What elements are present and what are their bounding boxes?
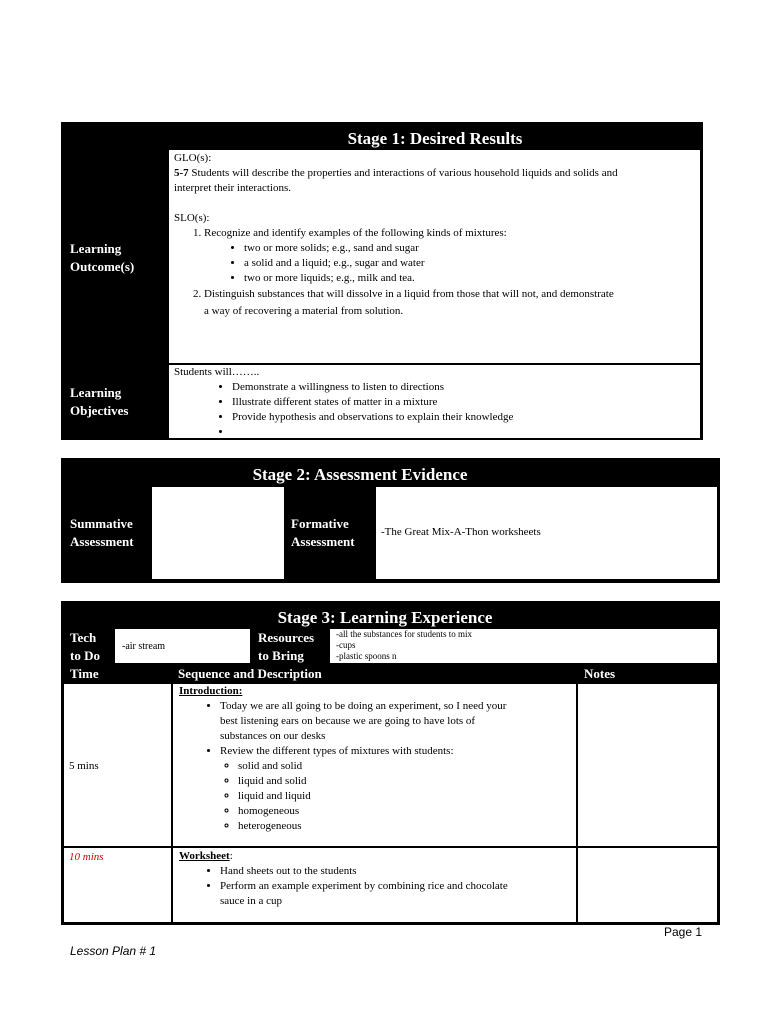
row1-bullet: • Today we are all going to be doing an experiment, so I need your best listening ears on because we are going to have lots of substances on our desks xyxy=(220,699,570,744)
slo-subitem: • two or more solids; e.g., sand and sugar xyxy=(244,241,695,256)
row1-sequence-cell xyxy=(173,684,576,846)
objectives-list xyxy=(174,380,695,440)
glo-heading: GLO(s): xyxy=(174,152,212,164)
resources-label: Resources to Bring xyxy=(258,630,315,663)
resource-item: -cups xyxy=(336,640,356,650)
tech-value: -air stream xyxy=(122,641,166,652)
stage1-title: Stage 1: Desired Results xyxy=(347,129,523,148)
row2-time: 10 mins xyxy=(69,851,104,863)
mixture-type: ◦ liquid and liquid xyxy=(238,789,570,804)
row2-list xyxy=(179,864,570,909)
summative-cell xyxy=(152,487,284,579)
mixture-type: ◦ liquid and solid xyxy=(238,774,570,789)
stage3-title: Stage 3: Learning Experience xyxy=(277,608,493,627)
objective-item: • Demonstrate a willingness to listen to directions xyxy=(232,380,695,395)
stage2-title: Stage 2: Assessment Evidence xyxy=(252,465,468,484)
glo-text-2: interpret their interactions. xyxy=(174,182,291,194)
tech-label: Tech to Do xyxy=(70,630,100,663)
row1-heading: Introduction: xyxy=(179,685,243,697)
row1-notes-cell xyxy=(578,684,717,846)
summative-label: Summative Assessment xyxy=(70,516,134,549)
learning-outcomes-label: Learning Outcome(s) xyxy=(70,241,135,274)
mixture-types-list xyxy=(220,759,570,834)
col-notes-header: Notes xyxy=(584,666,616,681)
resources-cell xyxy=(330,629,717,663)
mixture-type: ◦ heterogeneous xyxy=(238,819,570,834)
resource-item: -plastic spoons n xyxy=(336,651,397,661)
slo-subitem: • a solid and a liquid; e.g., sugar and water xyxy=(244,256,695,271)
row2-sequence-cell xyxy=(173,848,576,922)
row2-bullet: • Hand sheets out to the students xyxy=(220,864,570,879)
slo-subitem: • two or more liquids; e.g., milk and tea. xyxy=(244,271,695,286)
slo-item: 1. Recognize and identify examples of the following kinds of mixtures: • two or more solids; e.g., sand and sugar • a solid and a liquid; e.g., sugar and water • two or more liquids; e.g., milk and tea. xyxy=(204,226,695,286)
tech-cell xyxy=(115,629,250,663)
objective-item xyxy=(232,425,695,440)
col-sequence-header: Sequence and Description xyxy=(178,666,322,681)
objective-item: • Illustrate different states of matter in a mixture xyxy=(232,395,695,410)
row2-time-cell xyxy=(64,848,171,922)
learning-outcomes-cell xyxy=(169,150,700,363)
slo-heading: SLO(s): xyxy=(174,212,210,224)
row1-list xyxy=(179,699,570,834)
objective-item: • Provide hypothesis and observations to explain their knowledge xyxy=(232,410,695,425)
formative-value: -The Great Mix-A-Thon worksheets xyxy=(381,526,541,538)
objectives-intro: Students will…….. xyxy=(174,366,260,378)
learning-objectives-label: Learning Objectives xyxy=(70,385,129,418)
slo-list xyxy=(174,226,695,320)
formative-label: Formative Assessment xyxy=(291,516,355,549)
slo-item: 2. Distinguish substances that will dissolve in a liquid from those that will not, and demonstrate a way of recovering a material from solution. xyxy=(204,286,695,320)
glo-text: 5-7 Students will describe the properties and interactions of various household liquids and solids and xyxy=(174,167,618,179)
learning-objectives-cell xyxy=(169,365,700,438)
row2-bullet: • Perform an example experiment by combining rice and chocolate sauce in a cup xyxy=(220,879,570,909)
mixture-type: ◦ homogeneous xyxy=(238,804,570,819)
row2-heading: Worksheet: xyxy=(179,850,233,862)
lesson-plan-label: Lesson Plan # 1 xyxy=(70,944,157,958)
row1-bullet: • Review the different types of mixtures with students: ◦ solid and solid ◦ liquid and solid ◦ liquid and liquid ◦ homogeneous ◦ heterogeneous xyxy=(220,744,570,834)
row2-notes-cell xyxy=(578,848,717,922)
row1-time-cell xyxy=(64,684,171,846)
col-time-header: Time xyxy=(70,666,99,681)
resource-item: -all the substances for students to mix xyxy=(336,629,472,639)
page-number: Page 1 xyxy=(664,925,703,939)
mixture-type: ◦ solid and solid xyxy=(238,759,570,774)
row1-time: 5 mins xyxy=(69,760,99,772)
formative-cell xyxy=(376,487,717,579)
